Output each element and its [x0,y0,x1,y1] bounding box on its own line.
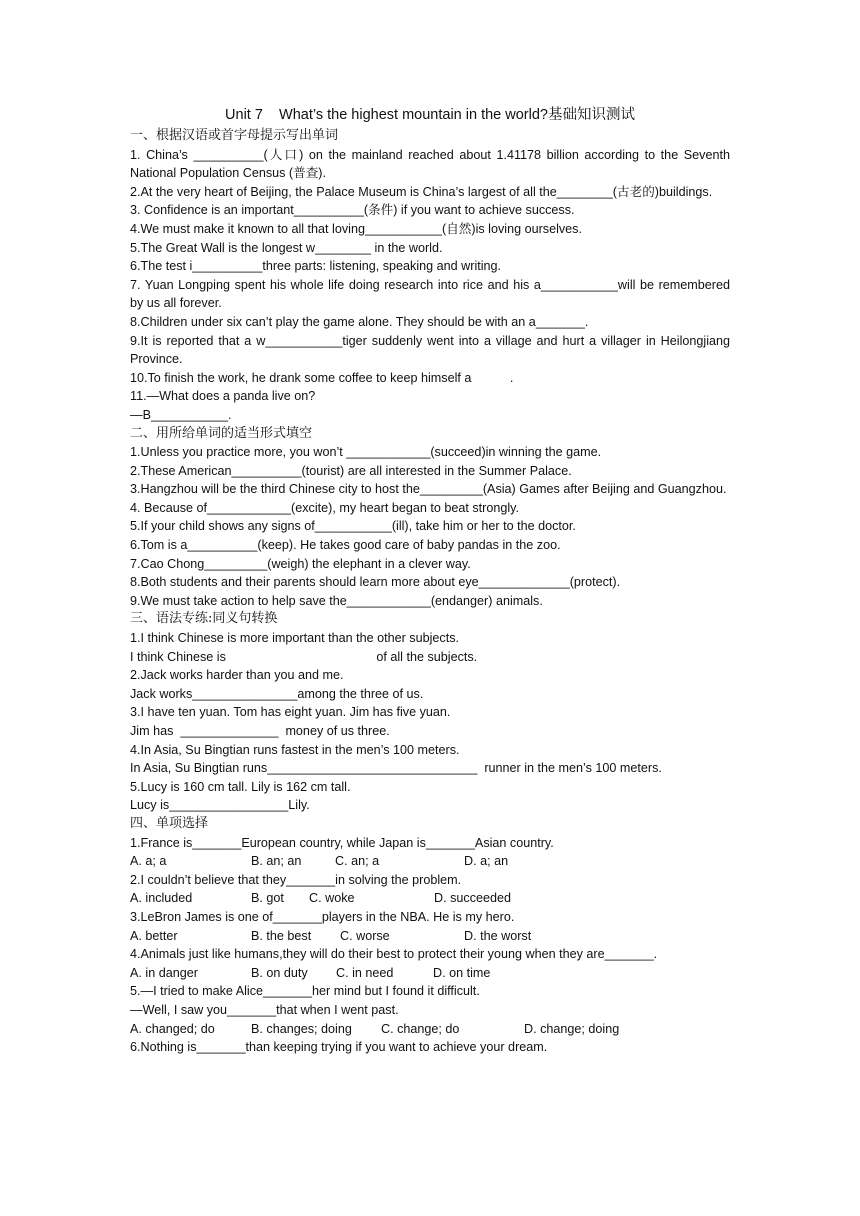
question-4-5-reply: —Well, I saw you_______that when I went past. [130,1002,399,1017]
question-1-1: 1. China’s __________(人口) on the mainland reached about 1.41178 billion according to the Seventh National Population Census (普查). [130,147,734,181]
question-4-1: 1.France is_______European country, while Japan is_______Asian country. [130,835,554,850]
section-heading-3: 三、语法专练:同义句转换 [130,611,278,627]
option-a: A. included [130,891,193,906]
option-a: A. better [130,928,178,943]
question-3-5: 5.Lucy is 160 cm tall. Lily is 162 cm tall. [130,779,351,794]
options-4-3 [130,927,730,946]
question-2-2: 2.These American__________(tourist) are all interested in the Summer Palace. [130,463,572,478]
option-b: B. the best [251,928,312,943]
question-2-5: 5.If your child shows any signs of___________(ill), take him or her to the doctor. [130,519,576,534]
option-b: B. on duty [251,965,308,980]
option-c: C. an; a [335,854,380,869]
question-1-7: 7. Yuan Longping spent his whole life doing research into rice and his a___________will be remembered by us all forever. [130,277,734,311]
question-1-11: 11.—What does a panda live on? [130,389,316,404]
worksheet-title: Unit 7 What’s the highest mountain in the world?基础知识测试 [225,107,635,123]
options-4-2 [130,889,730,908]
options-4-5 [130,1020,730,1039]
option-d: D. succeeded [434,891,512,906]
question-3-1: 1.I think Chinese is more important than the other subjects. [130,631,460,646]
option-a: A. a; a [130,854,167,869]
question-2-8: 8.Both students and their parents should learn more about eye_____________(protect). [130,575,621,590]
question-1-4: 4.We must make it known to all that loving___________(自然)is loving ourselves. [130,221,582,236]
option-c: C. change; do [381,1021,460,1036]
option-d: D. change; doing [524,1021,620,1036]
option-d: D. on time [433,965,491,980]
question-3-4: 4.In Asia, Su Bingtian runs fastest in the men’s 100 meters. [130,742,460,757]
question-3-2: 2.Jack works harder than you and me. [130,668,344,683]
section-heading-1: 一、根据汉语或首字母提示写出单词 [130,128,339,143]
option-c: C. in need [336,965,394,980]
question-2-3: 3.Hangzhou will be the third Chinese city to host the_________(Asia) Games after Beijing and Guangzhou. [130,482,727,497]
option-b: B. got [251,891,284,906]
option-a: A. in danger [130,965,198,980]
question-1-8: 8.Children under six can’t play the game alone. They should be with an a_______. [130,314,589,329]
question-2-7: 7.Cao Chong_________(weigh) the elephant in a clever way. [130,556,471,571]
question-4-2: 2.I couldn’t believe that they_______in solving the problem. [130,872,462,887]
options-4-4 [130,964,730,983]
question-1-3: 3. Confidence is an important__________(条件) if you want to achieve success. [130,203,575,218]
question-1-2: 2.At the very heart of Beijing, the Palace Museum is China’s largest of all the________(古老的)buildings. [130,184,713,199]
question-3-3: 3.I have ten yuan. Tom has eight yuan. Jim has five yuan. [130,705,451,720]
question-2-1: 1.Unless you practice more, you won’t ____________(succeed)in winning the game. [130,445,602,460]
option-b: B. changes; doing [251,1021,352,1036]
option-c: C. woke [309,891,355,906]
options-4-1 [130,852,730,871]
question-3-4-rewrite: In Asia, Su Bingtian runs______________________________ runner in the men’s 100 meters. [130,761,662,776]
question-4-4: 4.Animals just like humans,they will do their best to protect their young when they are_______. [130,947,658,962]
option-d: D. a; an [464,854,509,869]
question-3-2-rewrite: Jack works_______________among the three of us. [130,686,424,701]
question-2-6: 6.Tom is a__________(keep). He takes good care of baby pandas in the zoo. [130,538,561,553]
question-4-3: 3.LeBron James is one of_______players in the NBA. He is my hero. [130,909,515,924]
question-2-9: 9.We must take action to help save the____________(endanger) animals. [130,593,543,608]
question-1-10: 10.To finish the work, he drank some coffee to keep himself a . [130,370,514,385]
question-3-5-rewrite: Lucy is_________________Lily. [130,798,310,813]
question-2-4: 4. Because of____________(excite), my heart began to beat strongly. [130,500,520,515]
question-4-5: 5.—I tried to make Alice_______her mind but I found it difficult. [130,984,480,999]
section-heading-2: 二、用所给单词的适当形式填空 [130,425,313,441]
option-b: B. an; an [251,854,302,869]
question-1-11-answer: —B___________. [130,407,232,422]
option-a: A. changed; do [130,1021,215,1036]
question-1-5: 5.The Great Wall is the longest w________ in the world. [130,240,443,255]
section-heading-4: 四、单项选择 [130,815,209,831]
option-c: C. worse [340,928,390,943]
question-1-9: 9.It is reported that a w___________tiger suddenly went into a village and hurt a villager in Heilongjiang Province. [130,333,734,367]
question-4-6: 6.Nothing is_______than keeping trying if you want to achieve your dream. [130,1040,548,1055]
question-3-1-rewrite: I think Chinese is of all the subjects. [130,649,478,664]
option-d: D. the worst [464,928,532,943]
question-1-6: 6.The test i__________three parts: listening, speaking and writing. [130,259,502,274]
question-3-3-rewrite: Jim has ______________ money of us three. [130,724,390,738]
worksheet-content [130,104,734,1057]
